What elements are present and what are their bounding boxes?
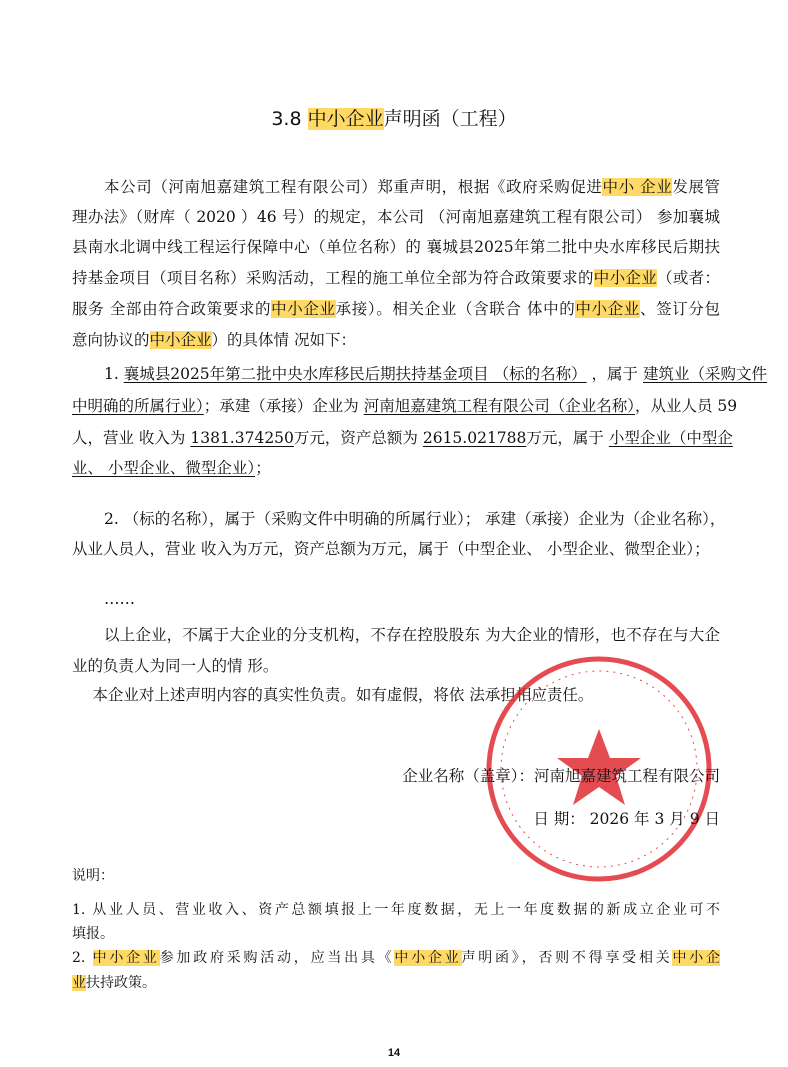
signature-company: 企业名称（盖章）：河南旭嘉建筑工程有限公司 [402, 767, 720, 785]
text-segment: ；承建（承接）企业为 [203, 397, 364, 415]
text-segment: 从业人员人，营业 收入为万元，资产总额为万元，属于（中型企业、 小型企业、微型企业）； [72, 540, 710, 558]
text-segment: 县南水北调中线工程运行保障中心（单位名称）的 襄城县2025年第二批中央水库移民后期扶 [72, 238, 720, 256]
signature-date: 日 期： 2026 年 3 月 9 日 [533, 810, 720, 828]
highlighted-term: 中小 企业 [602, 178, 673, 196]
title-number: 3.8 [271, 108, 308, 130]
text-segment: 参加政府采购活动，应当出具《 [159, 950, 395, 966]
text-segment: 人，营业 收入为 [72, 429, 191, 447]
text-segment: 本公司（河南旭嘉建筑工程有限公司）郑重声明，根据《政府采购促进 [104, 178, 603, 196]
text-segment: 1. [104, 365, 124, 383]
filled-field: 襄城县2025年第二批中央水库移民后期扶持基金项目 （标的名称） [123, 365, 587, 383]
text-segment: 意向协议的 [72, 331, 150, 349]
text-line [72, 329, 720, 351]
text-segment: 承接）。相关企业（含联合 体中的 [335, 300, 576, 318]
text-segment: 声明函》，否则不得享受相关 [461, 950, 673, 966]
filled-field: 业、 小型企业、微型企业） [72, 459, 256, 477]
highlighted-term: 中小企业 [92, 950, 160, 966]
text-segment: 理办法》（财库（ 2020 ）46 号）的规定，本公司 （河南旭嘉建筑工程有限公司） 参加襄城 [72, 208, 720, 226]
text-line [72, 267, 720, 289]
text-segment: ，属于 [586, 365, 643, 383]
highlighted-term: 业 [72, 975, 86, 991]
highlighted-term: 中小企业 [271, 300, 336, 318]
text-line [72, 427, 733, 449]
page-title [0, 104, 788, 131]
text-line [72, 538, 720, 560]
notes-heading: 说明： [72, 868, 114, 884]
filled-field: 1381.374250 [190, 429, 294, 447]
text-line [72, 900, 720, 920]
text-segment: 2. （标的名称），属于（采购文件中明确的所属行业）； 承建（承接）企业为（企业名称）， [104, 510, 726, 528]
text-line [104, 363, 767, 385]
title-suffix: 声明函（工程） [383, 108, 517, 130]
text-segment: 2. [72, 950, 93, 966]
text-segment: ）的具体情 况如下： [211, 331, 356, 349]
text-segment: 万元，属于 [526, 429, 609, 447]
text-line [72, 924, 720, 944]
text-line [72, 236, 720, 258]
text-segment: 以上企业，不属于大企业的分支机构，不存在控股股东 为大企业的情形，也不存在与大企 [104, 626, 720, 644]
text-line [104, 176, 720, 198]
text-segment: ； [255, 459, 271, 477]
text-segment: ，从业人员 59 [634, 397, 738, 415]
text-line [104, 508, 726, 530]
text-line [104, 624, 720, 646]
filled-field: 建筑业（采购文件 [642, 365, 767, 383]
text-segment: 本企业对上述声明内容的真实性负责。如有虚假，将依 法承担相应责任。 [72, 686, 594, 704]
filled-field: 2615.021788 [422, 429, 527, 447]
text-line [72, 457, 720, 479]
filled-field: 河南旭嘉建筑工程有限公司（企业名称） [363, 397, 635, 415]
text-line [72, 948, 720, 968]
text-segment: 发展管 [672, 178, 720, 196]
highlighted-term: 中小企业 [394, 950, 462, 966]
filled-field: 小型企业（中型企 [608, 429, 733, 447]
text-segment: 持基金项目（项目名称）采购活动，工程的施工单位全部为符合政策要求的 [72, 269, 594, 287]
text-segment: …… [104, 590, 135, 608]
text-line [104, 588, 720, 610]
title-highlight: 中小企业 [307, 108, 384, 130]
text-segment: 填报。 [72, 926, 114, 942]
filled-field: 中明确的所属行业） [72, 397, 204, 415]
highlighted-term: 中小企 [672, 950, 721, 966]
text-segment: 服务 全部由符合政策要求的 [72, 300, 272, 318]
text-segment: 、签订分包 [639, 300, 720, 318]
text-segment: 万元，资产总额为 [293, 429, 423, 447]
highlighted-term: 中小企业 [575, 300, 640, 318]
text-line [72, 206, 720, 228]
text-segment: 业的负责人为同一人的情 形。 [72, 657, 279, 675]
text-segment: 1. 从业人员、营业收入、资产总额填报上一年度数据，无上一年度数据的新成立企业可不 [72, 902, 720, 918]
text-line [72, 298, 720, 320]
text-line [72, 395, 738, 417]
highlighted-term: 中小企业 [149, 331, 212, 349]
highlighted-term: 中小企业 [593, 269, 658, 287]
text-line [72, 973, 720, 993]
text-segment: 扶持政策。 [86, 975, 156, 991]
text-segment: （或者： [657, 269, 720, 287]
page-number: 14 [387, 1047, 401, 1059]
